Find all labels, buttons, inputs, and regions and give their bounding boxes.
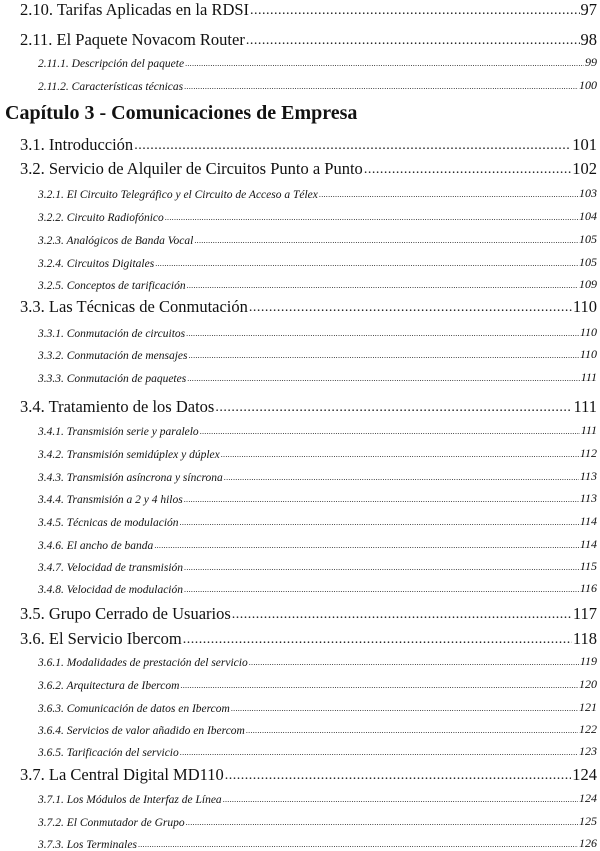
entry-title: 3.3.1. Conmutación de circuitos xyxy=(0,328,185,340)
dot-leader xyxy=(231,704,578,715)
toc-subsection-entry[interactable] xyxy=(0,576,600,596)
toc-section-entry[interactable] xyxy=(0,30,600,50)
entry-title: 3.2.2. Circuito Radiofónico xyxy=(0,212,164,224)
page-number: 124 xyxy=(572,765,600,785)
dot-leader xyxy=(221,450,579,461)
entry-title: 2.11. El Paquete Novacom Router xyxy=(0,30,245,50)
page-number: 124 xyxy=(579,791,600,806)
entry-title: 3.4.2. Transmisión semidúplex y dúplex xyxy=(0,449,220,461)
dot-leader xyxy=(183,632,572,649)
dot-leader xyxy=(154,541,579,552)
page-number: 111 xyxy=(581,423,600,438)
dot-leader xyxy=(134,138,571,155)
dot-leader xyxy=(184,585,579,596)
dot-leader xyxy=(180,518,579,529)
entry-title: 3.3.3. Conmutación de paquetes xyxy=(0,373,186,385)
toc-subsection-entry[interactable] xyxy=(0,464,600,484)
page-number: 122 xyxy=(579,722,600,737)
dot-leader xyxy=(186,818,578,829)
page-number: 109 xyxy=(579,277,600,292)
entry-title: 3.6.1. Modalidades de prestación del servicio xyxy=(0,657,248,669)
entry-title: 2.10. Tarifas Aplicadas en la RDSI xyxy=(0,0,249,20)
dot-leader xyxy=(225,768,571,785)
page-number: 117 xyxy=(573,604,600,624)
dot-leader xyxy=(184,563,579,574)
toc-section-entry[interactable] xyxy=(0,604,600,624)
toc-subsection-entry[interactable] xyxy=(0,227,600,247)
dot-leader xyxy=(319,190,578,201)
entry-title: 3.4.1. Transmisión serie y paralelo xyxy=(0,426,199,438)
dot-leader xyxy=(184,495,579,506)
dot-leader xyxy=(165,213,578,224)
toc-section-entry[interactable] xyxy=(0,135,600,155)
toc-subsection-entry[interactable] xyxy=(0,441,600,461)
entry-title: 3.7.1. Los Módulos de Interfaz de Línea xyxy=(0,794,222,806)
dot-leader xyxy=(184,82,578,93)
entry-title: 3.4.5. Técnicas de modulación xyxy=(0,517,179,529)
toc-subsection-entry[interactable] xyxy=(0,250,600,270)
entry-title: 3.6.3. Comunicación de datos en Ibercom xyxy=(0,703,230,715)
dot-leader xyxy=(138,840,578,851)
page-number: 105 xyxy=(579,232,600,247)
toc-subsection-entry[interactable] xyxy=(0,486,600,506)
entry-title: 3.4.8. Velocidad de modulación xyxy=(0,584,183,596)
toc-subsection-entry[interactable] xyxy=(0,649,600,669)
dot-leader xyxy=(187,281,578,292)
toc-subsection-entry[interactable] xyxy=(0,532,600,552)
entry-title: 3.3. Las Técnicas de Conmutación xyxy=(0,297,248,317)
entry-title: 3.6.4. Servicios de valor añadido en Ibercom xyxy=(0,725,245,737)
entry-title: 3.2.3. Analógicos de Banda Vocal xyxy=(0,235,193,247)
page-number: 100 xyxy=(579,78,600,93)
page-number: 111 xyxy=(573,397,600,417)
page-number: 121 xyxy=(579,700,600,715)
toc-section-entry[interactable] xyxy=(0,397,600,417)
dot-leader xyxy=(246,33,580,50)
page-number: 98 xyxy=(581,30,600,50)
entry-title: 3.1. Introducción xyxy=(0,135,133,155)
toc-section-entry[interactable] xyxy=(0,297,600,317)
toc-subsection-entry[interactable] xyxy=(0,181,600,201)
dot-leader xyxy=(223,795,578,806)
page-number: 120 xyxy=(579,677,600,692)
entry-title: 3.2. Servicio de Alquiler de Circuitos Punto a Punto xyxy=(0,159,363,179)
dot-leader xyxy=(224,473,579,484)
page-number: 103 xyxy=(579,186,600,201)
page-number: 113 xyxy=(580,469,600,484)
entry-title: 3.5. Grupo Cerrado de Usuarios xyxy=(0,604,231,624)
page-number: 99 xyxy=(585,55,600,70)
page-number: 115 xyxy=(580,559,600,574)
toc-subsection-entry[interactable] xyxy=(0,418,600,438)
entry-title: 3.6.2. Arquitectura de Ibercom xyxy=(0,680,179,692)
dot-leader xyxy=(246,726,578,737)
toc-section-entry[interactable] xyxy=(0,765,600,785)
entry-title: 3.2.5. Conceptos de tarificación xyxy=(0,280,186,292)
dot-leader xyxy=(232,607,572,624)
chapter-title: Capítulo 3 - Comunicaciones de Empresa xyxy=(0,102,357,125)
toc-subsection-entry[interactable] xyxy=(0,272,600,292)
page-number: 105 xyxy=(579,255,600,270)
toc-subsection-entry[interactable] xyxy=(0,786,600,806)
page-number: 112 xyxy=(580,446,600,461)
entry-title: 3.6.5. Tarificación del servicio xyxy=(0,747,179,759)
toc-subsection-entry[interactable] xyxy=(0,672,600,692)
dot-leader xyxy=(180,748,578,759)
page-number: 104 xyxy=(579,209,600,224)
toc-subsection-entry[interactable] xyxy=(0,320,600,340)
entry-title: 3.7.3. Los Terminales xyxy=(0,839,137,851)
dot-leader xyxy=(188,351,578,362)
dot-leader xyxy=(364,162,571,179)
entry-title: 3.2.1. El Circuito Telegráfico y el Circuito de Acceso a Télex xyxy=(0,189,318,201)
entry-title: 2.11.1. Descripción del paquete xyxy=(0,58,184,70)
toc-section-entry[interactable] xyxy=(0,0,600,20)
page-number: 114 xyxy=(580,537,600,552)
page-number: 97 xyxy=(581,0,600,20)
toc-subsection-entry[interactable] xyxy=(0,342,600,362)
toc-subsection-entry[interactable] xyxy=(0,809,600,829)
toc-subsection-entry[interactable] xyxy=(0,50,600,70)
dot-leader xyxy=(186,329,579,340)
dot-leader xyxy=(155,259,578,270)
entry-title: 3.4.4. Transmisión a 2 y 4 hilos xyxy=(0,494,183,506)
page-number: 110 xyxy=(580,347,600,362)
entry-title: 3.2.4. Circuitos Digitales xyxy=(0,258,154,270)
dot-leader xyxy=(215,400,572,417)
entry-title: 3.4.7. Velocidad de transmisión xyxy=(0,562,183,574)
toc-subsection-entry[interactable] xyxy=(0,554,600,574)
toc-subsection-entry[interactable] xyxy=(0,717,600,737)
chapter-heading xyxy=(0,105,600,125)
entry-title: 3.7.2. El Conmutador de Grupo xyxy=(0,817,185,829)
entry-title: 3.4.3. Transmisión asíncrona y síncrona xyxy=(0,472,223,484)
page-number: 118 xyxy=(573,629,600,649)
toc-subsection-entry[interactable] xyxy=(0,509,600,529)
page-number: 102 xyxy=(572,159,600,179)
entry-title: 3.6. El Servicio Ibercom xyxy=(0,629,182,649)
toc-subsection-entry[interactable] xyxy=(0,365,600,385)
page-number: 114 xyxy=(580,514,600,529)
entry-title: 3.3.2. Conmutación de mensajes xyxy=(0,350,187,362)
toc-section-entry[interactable] xyxy=(0,629,600,649)
entry-title: 3.7. La Central Digital MD110 xyxy=(0,765,224,785)
page-number: 119 xyxy=(580,654,600,669)
page-number: 110 xyxy=(573,297,600,317)
toc-section-entry[interactable] xyxy=(0,159,600,179)
toc-subsection-entry[interactable] xyxy=(0,739,600,759)
toc-subsection-entry[interactable] xyxy=(0,73,600,93)
entry-title: 3.4. Tratamiento de los Datos xyxy=(0,397,214,417)
dot-leader xyxy=(200,427,580,438)
entry-title: 2.11.2. Características técnicas xyxy=(0,81,183,93)
page-number: 123 xyxy=(579,744,600,759)
page-number: 125 xyxy=(579,814,600,829)
dot-leader xyxy=(187,374,580,385)
dot-leader xyxy=(180,681,578,692)
page-number: 111 xyxy=(581,370,600,385)
page-number: 116 xyxy=(580,581,600,596)
toc-subsection-entry[interactable] xyxy=(0,831,600,851)
page-number: 101 xyxy=(572,135,600,155)
page-number: 110 xyxy=(580,325,600,340)
dot-leader xyxy=(249,658,579,669)
dot-leader xyxy=(249,300,572,317)
toc-subsection-entry[interactable] xyxy=(0,204,600,224)
page-number: 113 xyxy=(580,491,600,506)
entry-title: 3.4.6. El ancho de banda xyxy=(0,540,153,552)
toc-subsection-entry[interactable] xyxy=(0,695,600,715)
dot-leader xyxy=(185,59,584,70)
dot-leader xyxy=(194,236,578,247)
page-number: 126 xyxy=(579,836,600,851)
dot-leader xyxy=(250,3,579,20)
